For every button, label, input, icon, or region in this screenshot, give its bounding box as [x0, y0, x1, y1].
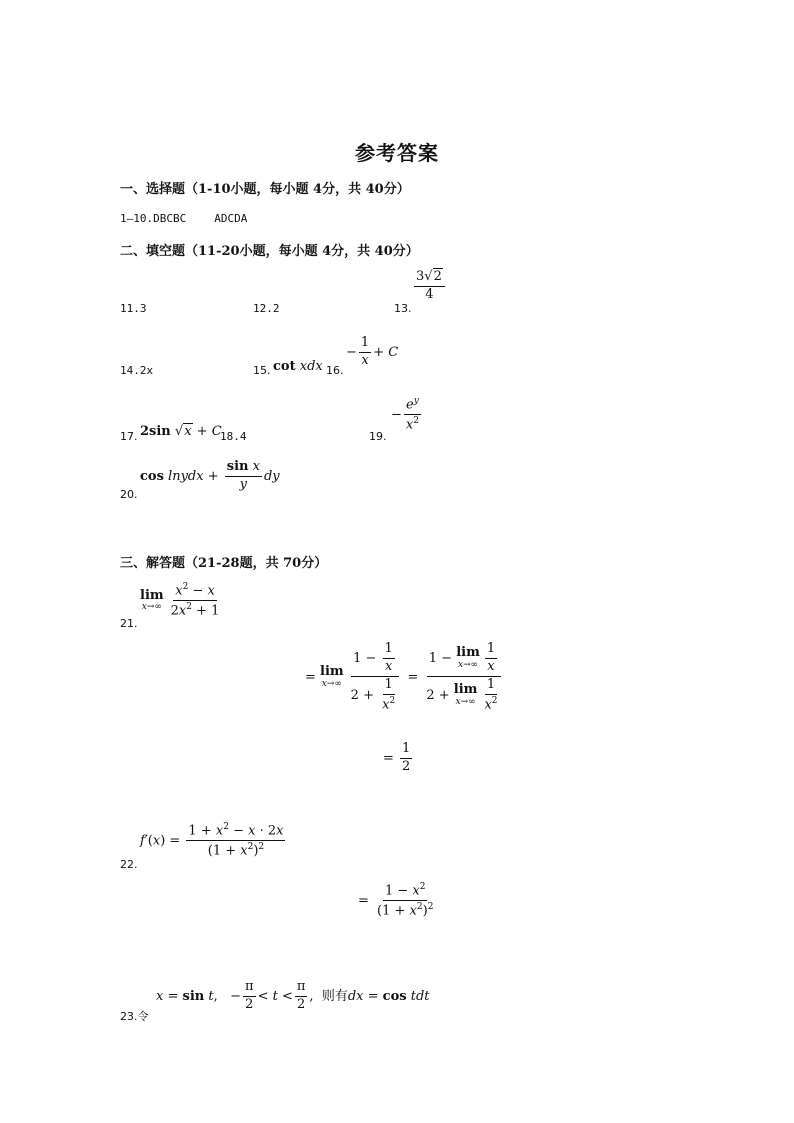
- answer-16-label: 16.: [326, 364, 344, 377]
- problem-21-label: 21.: [120, 617, 138, 630]
- problem-22-label: 22.: [120, 858, 138, 871]
- page-title: 参考答案: [355, 141, 439, 165]
- answer-12: [253, 302, 280, 315]
- answer-15-label: 15.: [253, 364, 271, 377]
- answer-18-value: 4: [239, 430, 247, 443]
- section3-heading: 三、解答题（21-28题，共 70分）: [120, 556, 328, 571]
- problem-23-number: 23.: [120, 1010, 138, 1023]
- answer-20-label: 20.: [120, 488, 138, 501]
- answer-18-label: 18.: [220, 430, 240, 443]
- choice-answers-group1: DBCBC: [153, 212, 187, 225]
- problem-23-prefix: 令: [137, 1010, 149, 1023]
- answer-19-label: 19.: [369, 430, 387, 443]
- choice-answers-group2: ADCDA: [214, 212, 248, 225]
- problem-21-result: = $\frac{1}{2}$: [383, 741, 411, 774]
- answer-13-label: 13.: [394, 302, 412, 315]
- answer-11-value: 3: [139, 302, 147, 315]
- answer-17-label: 17.: [120, 430, 138, 443]
- problem-22-statement: f′(x) = $\frac{1 + x^2 - x \cdot 2x}{(1 + x^2)^2}$: [140, 822, 284, 859]
- answer-14: [120, 364, 153, 377]
- problem-23-statement: x = sin t, − $\frac{\pi}{2}$ < t < $\frac{\pi}{2}$ , 则有dx = cos tdt: [156, 979, 430, 1012]
- answer-12-value: 2: [272, 302, 280, 315]
- section1-heading: 一、选择题（1-10小题，每小题 4分，共 40分）: [120, 182, 410, 197]
- answer-14-label: 14.: [120, 364, 140, 377]
- choice-answers-label: 1—10.: [120, 212, 154, 225]
- problem-23-text: 则有: [321, 988, 348, 1004]
- problem-21-step1: = lim x→∞ 1 − $\frac{1}{x}$ 2 + $\frac{1}{x^2}$ = 1 − lim x→∞ $\frac{1}{x}$ 2 + lim x→∞ $\frac{1}{x^2}$: [305, 642, 506, 713]
- answer-19-formula: − $\frac{e^y}{x^2}$: [391, 396, 419, 433]
- choice-answers: [120, 212, 247, 225]
- answer-16-formula: − $\frac{1}{x}$ + C: [346, 335, 399, 368]
- answer-18: [220, 430, 247, 443]
- section2-heading: 二、填空题（11-20小题，每小题 4分，共 40分）: [120, 244, 419, 259]
- answer-12-label: 12.: [253, 302, 273, 315]
- problem-23-label: [120, 1008, 149, 1024]
- answer-14-value: 2x: [139, 364, 154, 377]
- answer-11-label: 11.: [120, 302, 140, 315]
- answer-15-formula: cot xdx: [273, 359, 323, 374]
- answer-17-formula: 2sin √x + C: [140, 424, 222, 439]
- answer-20-formula: cos lnydx + $\frac{\text{sin x}}{y}$ dy: [140, 459, 280, 492]
- problem-22-result: = $\frac{1 - x^2}{(1 + x^2)^2}$: [358, 882, 434, 919]
- answer-11: [120, 302, 147, 315]
- problem-21-statement: lim x→∞ $\frac{x^2 - x}{2x^2 + 1}$: [140, 582, 220, 619]
- answer-13-formula: $\frac{3√2}{4}$: [412, 270, 447, 303]
